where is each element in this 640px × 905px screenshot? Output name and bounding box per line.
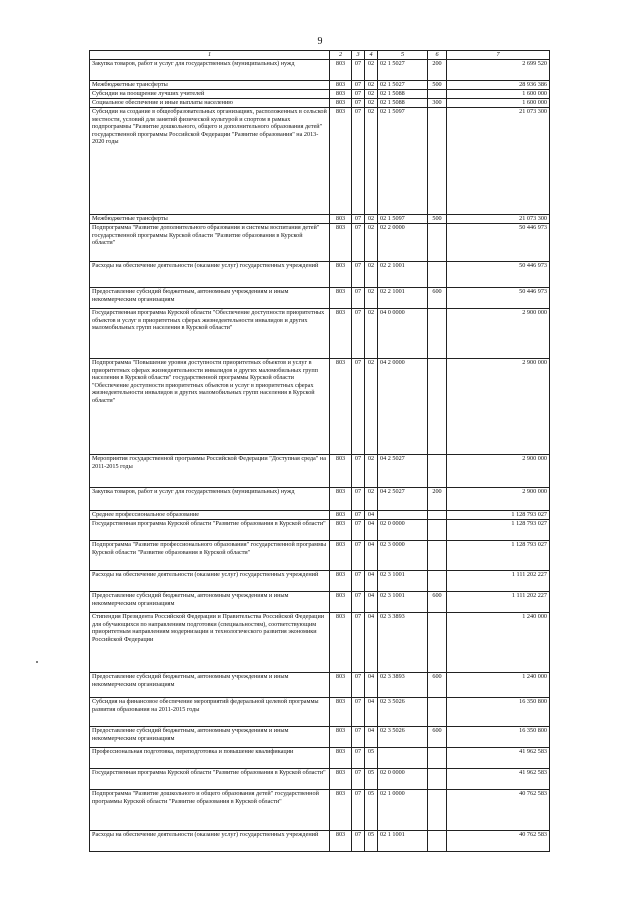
cell-ministry-code: 803 — [330, 99, 352, 108]
row-description: Подпрограмма "Развитие дополнительного образования и системы воспитания детей" государственной программы Курской области "Развитие образования в Курской области" — [90, 224, 330, 262]
cell-expense-type — [428, 571, 447, 592]
table-row — [90, 288, 550, 309]
row-description: Подпрограмма "Повышение уровня доступности приоритетных объектов и услуг в приоритетных сферах жизнедеятельности инвалидов и других маломобильных групп населения в Курской области" государственной программы Курской области "Обеспечение доступности приоритетных объектов и услуг в приоритетных сферах жизнедеятельности инвалидов и других маломобильных групп населения в Курской области" — [90, 359, 330, 455]
cell-target-article: 02 1 5088 — [378, 90, 428, 99]
cell-expense-type — [428, 769, 447, 790]
cell-section-code: 07 — [352, 748, 365, 769]
cell-ministry-code: 803 — [330, 831, 352, 852]
cell-ministry-code: 803 — [330, 359, 352, 455]
cell-target-article: 02 1 5097 — [378, 108, 428, 215]
cell-section-code: 07 — [352, 488, 365, 511]
table-row — [90, 455, 550, 488]
cell-expense-type: 200 — [428, 60, 447, 81]
cell-subsection-code: 02 — [365, 60, 378, 81]
cell-ministry-code: 803 — [330, 455, 352, 488]
cell-ministry-code: 803 — [330, 288, 352, 309]
cell-ministry-code: 803 — [330, 727, 352, 748]
cell-ministry-code: 803 — [330, 520, 352, 541]
table-row — [90, 262, 550, 288]
cell-expense-type — [428, 790, 447, 831]
cell-section-code: 07 — [352, 108, 365, 215]
cell-ministry-code: 803 — [330, 215, 352, 224]
cell-section-code: 07 — [352, 288, 365, 309]
row-description: Расходы на обеспечение деятельности (оказание услуг) государственных учреждений — [90, 831, 330, 852]
row-description: Предоставление субсидий бюджетным, автономным учреждениям и иным некоммерческим организациям — [90, 673, 330, 698]
table-row — [90, 698, 550, 727]
cell-amount: 1 111 202 227 — [447, 592, 550, 613]
cell-subsection-code: 04 — [365, 698, 378, 727]
cell-section-code: 07 — [352, 727, 365, 748]
cell-amount: 2 699 520 — [447, 60, 550, 81]
cell-target-article: 04 0 0000 — [378, 309, 428, 359]
row-description: Социальное обеспечение и иные выплаты населению — [90, 99, 330, 108]
cell-target-article: 02 2 0000 — [378, 224, 428, 262]
table-row — [90, 224, 550, 262]
cell-expense-type: 500 — [428, 81, 447, 90]
column-header: 7 — [447, 51, 550, 60]
cell-subsection-code: 02 — [365, 99, 378, 108]
cell-amount: 40 762 583 — [447, 831, 550, 852]
cell-subsection-code: 02 — [365, 455, 378, 488]
cell-amount: 50 446 973 — [447, 224, 550, 262]
cell-section-code: 07 — [352, 541, 365, 571]
cell-amount: 50 446 973 — [447, 288, 550, 309]
cell-section-code: 07 — [352, 90, 365, 99]
row-description: Подпрограмма "Развитие дошкольного и общего образования детей" государственной программы Курской области "Развитие образования в Курской области" — [90, 790, 330, 831]
cell-expense-type: 300 — [428, 99, 447, 108]
cell-ministry-code: 803 — [330, 511, 352, 520]
cell-section-code: 07 — [352, 571, 365, 592]
cell-subsection-code: 05 — [365, 769, 378, 790]
row-description: Субсидия на финансовое обеспечение мероприятий федеральной целевой программы развития образования на 2011-2015 годы — [90, 698, 330, 727]
budget-table — [89, 50, 550, 852]
cell-target-article: 02 2 1001 — [378, 262, 428, 288]
cell-ministry-code: 803 — [330, 309, 352, 359]
table-row — [90, 592, 550, 613]
cell-subsection-code: 05 — [365, 831, 378, 852]
cell-ministry-code: 803 — [330, 592, 352, 613]
cell-subsection-code: 02 — [365, 224, 378, 262]
cell-expense-type: 500 — [428, 215, 447, 224]
cell-section-code: 07 — [352, 592, 365, 613]
table-body — [90, 60, 550, 852]
cell-expense-type — [428, 224, 447, 262]
cell-target-article: 02 2 1001 — [378, 288, 428, 309]
column-header: 2 — [330, 51, 352, 60]
scan-speck — [36, 661, 38, 663]
cell-expense-type — [428, 309, 447, 359]
cell-expense-type: 600 — [428, 288, 447, 309]
cell-expense-type — [428, 613, 447, 673]
cell-ministry-code: 803 — [330, 541, 352, 571]
cell-expense-type: 600 — [428, 592, 447, 613]
cell-amount: 28 936 386 — [447, 81, 550, 90]
cell-subsection-code: 02 — [365, 262, 378, 288]
cell-expense-type — [428, 108, 447, 215]
cell-ministry-code: 803 — [330, 90, 352, 99]
cell-ministry-code: 803 — [330, 613, 352, 673]
column-header: 3 — [352, 51, 365, 60]
table-row — [90, 215, 550, 224]
cell-expense-type — [428, 541, 447, 571]
cell-target-article: 02 1 5097 — [378, 215, 428, 224]
cell-subsection-code: 02 — [365, 488, 378, 511]
cell-amount: 41 962 583 — [447, 769, 550, 790]
table-row — [90, 727, 550, 748]
cell-amount: 2 900 000 — [447, 455, 550, 488]
column-header: 4 — [365, 51, 378, 60]
cell-target-article: 02 3 0000 — [378, 541, 428, 571]
cell-ministry-code: 803 — [330, 488, 352, 511]
cell-target-article: 02 1 1001 — [378, 831, 428, 852]
cell-target-article: 02 1 0000 — [378, 790, 428, 831]
cell-expense-type — [428, 748, 447, 769]
cell-amount: 16 350 800 — [447, 727, 550, 748]
cell-amount: 1 600 000 — [447, 90, 550, 99]
cell-amount: 41 962 583 — [447, 748, 550, 769]
cell-ministry-code: 803 — [330, 262, 352, 288]
table-row — [90, 541, 550, 571]
cell-target-article: 02 3 3893 — [378, 613, 428, 673]
row-description: Государственная программа Курской области "Развитие образования в Курской области" — [90, 769, 330, 790]
row-description: Межбюджетные трансферты — [90, 81, 330, 90]
table-row — [90, 790, 550, 831]
cell-target-article: 02 1 5088 — [378, 99, 428, 108]
row-description: Закупка товаров, работ и услуг для государственных (муниципальных) нужд — [90, 60, 330, 81]
cell-target-article: 02 0 0000 — [378, 769, 428, 790]
column-header: 5 — [378, 51, 428, 60]
cell-section-code: 07 — [352, 698, 365, 727]
cell-target-article: 02 1 5027 — [378, 60, 428, 81]
cell-amount: 2 900 000 — [447, 488, 550, 511]
cell-ministry-code: 803 — [330, 769, 352, 790]
table-row — [90, 99, 550, 108]
cell-amount: 2 900 000 — [447, 359, 550, 455]
cell-amount: 1 111 202 227 — [447, 571, 550, 592]
cell-amount: 1 128 793 027 — [447, 541, 550, 571]
row-description: Государственная программа Курской области "Развитие образования в Курской области" — [90, 520, 330, 541]
cell-expense-type — [428, 511, 447, 520]
cell-ministry-code: 803 — [330, 571, 352, 592]
cell-section-code: 07 — [352, 511, 365, 520]
cell-section-code: 07 — [352, 81, 365, 90]
cell-section-code: 07 — [352, 673, 365, 698]
table-row — [90, 748, 550, 769]
cell-subsection-code: 05 — [365, 748, 378, 769]
cell-section-code: 07 — [352, 215, 365, 224]
cell-ministry-code: 803 — [330, 790, 352, 831]
cell-expense-type — [428, 455, 447, 488]
table-row — [90, 309, 550, 359]
cell-target-article: 02 3 1001 — [378, 571, 428, 592]
cell-section-code: 07 — [352, 790, 365, 831]
column-header: 1 — [90, 51, 330, 60]
cell-expense-type: 600 — [428, 727, 447, 748]
cell-subsection-code: 02 — [365, 81, 378, 90]
cell-section-code: 07 — [352, 262, 365, 288]
cell-section-code: 07 — [352, 455, 365, 488]
row-description: Предоставление субсидий бюджетным, автономным учреждениям и иным некоммерческим организациям — [90, 592, 330, 613]
cell-target-article: 02 3 3893 — [378, 673, 428, 698]
cell-subsection-code: 02 — [365, 288, 378, 309]
cell-section-code: 07 — [352, 520, 365, 541]
cell-expense-type: 600 — [428, 673, 447, 698]
cell-target-article: 02 3 5026 — [378, 727, 428, 748]
row-description: Предоставление субсидий бюджетным, автономным учреждениям и иным некоммерческим организациям — [90, 288, 330, 309]
cell-subsection-code: 04 — [365, 592, 378, 613]
cell-amount: 1 128 793 027 — [447, 511, 550, 520]
row-description: Закупка товаров, работ и услуг для государственных (муниципальных) нужд — [90, 488, 330, 511]
cell-subsection-code: 02 — [365, 90, 378, 99]
page-number: 9 — [317, 36, 323, 47]
row-description: Подпрограмма "Развитие профессионального образования" государственной программы Курской области "Развитие образования в Курской области" — [90, 541, 330, 571]
row-description: Стипендия Президента Российской Федерации и Правительства Российской Федерации для обучающихся по направлениям подготовки (специальностям), соответствующим приоритетным направлениям модернизации и технологического развития экономики Российской Федерации — [90, 613, 330, 673]
row-description: Субсидии на создание в общеобразовательных организациях, расположенных в сельской местности, условий для занятий физической культурой и спортом в рамках подпрограммы "Развитие дошкольного, общего и дополнительного образования детей" государственной программы Российской Федерации "Развитие образования" на 2013-2020 годы — [90, 108, 330, 215]
row-description: Субсидии на поощрение лучших учителей — [90, 90, 330, 99]
row-description: Предоставление субсидий бюджетным, автономным учреждениям и иным некоммерческим организациям — [90, 727, 330, 748]
cell-subsection-code: 04 — [365, 541, 378, 571]
cell-ministry-code: 803 — [330, 81, 352, 90]
cell-subsection-code: 02 — [365, 359, 378, 455]
cell-amount: 21 073 300 — [447, 215, 550, 224]
row-description: Межбюджетные трансферты — [90, 215, 330, 224]
cell-target-article — [378, 511, 428, 520]
table-header-row — [90, 51, 550, 60]
table-row — [90, 90, 550, 99]
cell-expense-type — [428, 90, 447, 99]
cell-expense-type — [428, 520, 447, 541]
cell-section-code: 07 — [352, 224, 365, 262]
cell-ministry-code: 803 — [330, 108, 352, 215]
table-row — [90, 511, 550, 520]
cell-expense-type — [428, 359, 447, 455]
cell-section-code: 07 — [352, 831, 365, 852]
cell-subsection-code: 02 — [365, 215, 378, 224]
table-row — [90, 831, 550, 852]
cell-amount: 2 900 000 — [447, 309, 550, 359]
cell-target-article: 02 0 0000 — [378, 520, 428, 541]
table-row — [90, 60, 550, 81]
cell-target-article — [378, 748, 428, 769]
cell-amount: 1 600 000 — [447, 99, 550, 108]
table-row — [90, 520, 550, 541]
cell-subsection-code: 05 — [365, 790, 378, 831]
cell-ministry-code: 803 — [330, 698, 352, 727]
cell-amount: 1 240 000 — [447, 673, 550, 698]
cell-subsection-code: 02 — [365, 309, 378, 359]
table-row — [90, 613, 550, 673]
cell-target-article: 02 3 1001 — [378, 592, 428, 613]
table-row — [90, 488, 550, 511]
cell-section-code: 07 — [352, 359, 365, 455]
row-description: Расходы на обеспечение деятельности (оказание услуг) государственных учреждений — [90, 262, 330, 288]
cell-target-article: 02 1 5027 — [378, 81, 428, 90]
cell-expense-type — [428, 698, 447, 727]
cell-section-code: 07 — [352, 60, 365, 81]
cell-target-article: 04 2 5027 — [378, 455, 428, 488]
cell-amount: 40 762 583 — [447, 790, 550, 831]
table-row — [90, 108, 550, 215]
cell-expense-type — [428, 262, 447, 288]
row-description: Государственная программа Курской области "Обеспечение доступности приоритетных объектов и услуг в приоритетных сферах жизнедеятельности инвалидов и других маломобильных групп населения в Курской области" — [90, 309, 330, 359]
row-description: Мероприятия государственной программы Российской Федерации "Доступная среда" на 2011-2015 годы — [90, 455, 330, 488]
cell-section-code: 07 — [352, 613, 365, 673]
table-row — [90, 673, 550, 698]
row-description: Профессиональная подготовка, переподготовка и повышение квалификации — [90, 748, 330, 769]
cell-subsection-code: 04 — [365, 673, 378, 698]
table-row — [90, 359, 550, 455]
column-header: 6 — [428, 51, 447, 60]
cell-subsection-code: 04 — [365, 511, 378, 520]
row-description: Расходы на обеспечение деятельности (оказание услуг) государственных учреждений — [90, 571, 330, 592]
cell-amount: 50 446 973 — [447, 262, 550, 288]
table-row — [90, 81, 550, 90]
cell-amount: 1 240 000 — [447, 613, 550, 673]
cell-subsection-code: 04 — [365, 727, 378, 748]
cell-amount: 16 350 800 — [447, 698, 550, 727]
cell-expense-type — [428, 831, 447, 852]
cell-section-code: 07 — [352, 99, 365, 108]
cell-expense-type: 200 — [428, 488, 447, 511]
cell-ministry-code: 803 — [330, 224, 352, 262]
cell-target-article: 04 2 5027 — [378, 488, 428, 511]
cell-ministry-code: 803 — [330, 748, 352, 769]
cell-target-article: 04 2 0000 — [378, 359, 428, 455]
cell-section-code: 07 — [352, 309, 365, 359]
row-description: Среднее профессиональное образование — [90, 511, 330, 520]
cell-ministry-code: 803 — [330, 60, 352, 81]
cell-subsection-code: 04 — [365, 571, 378, 592]
cell-subsection-code: 02 — [365, 108, 378, 215]
cell-amount: 21 073 300 — [447, 108, 550, 215]
cell-subsection-code: 04 — [365, 520, 378, 541]
cell-section-code: 07 — [352, 769, 365, 790]
cell-target-article: 02 3 5026 — [378, 698, 428, 727]
table-row — [90, 571, 550, 592]
table-row — [90, 769, 550, 790]
cell-amount: 1 128 793 027 — [447, 520, 550, 541]
cell-subsection-code: 04 — [365, 613, 378, 673]
cell-ministry-code: 803 — [330, 673, 352, 698]
